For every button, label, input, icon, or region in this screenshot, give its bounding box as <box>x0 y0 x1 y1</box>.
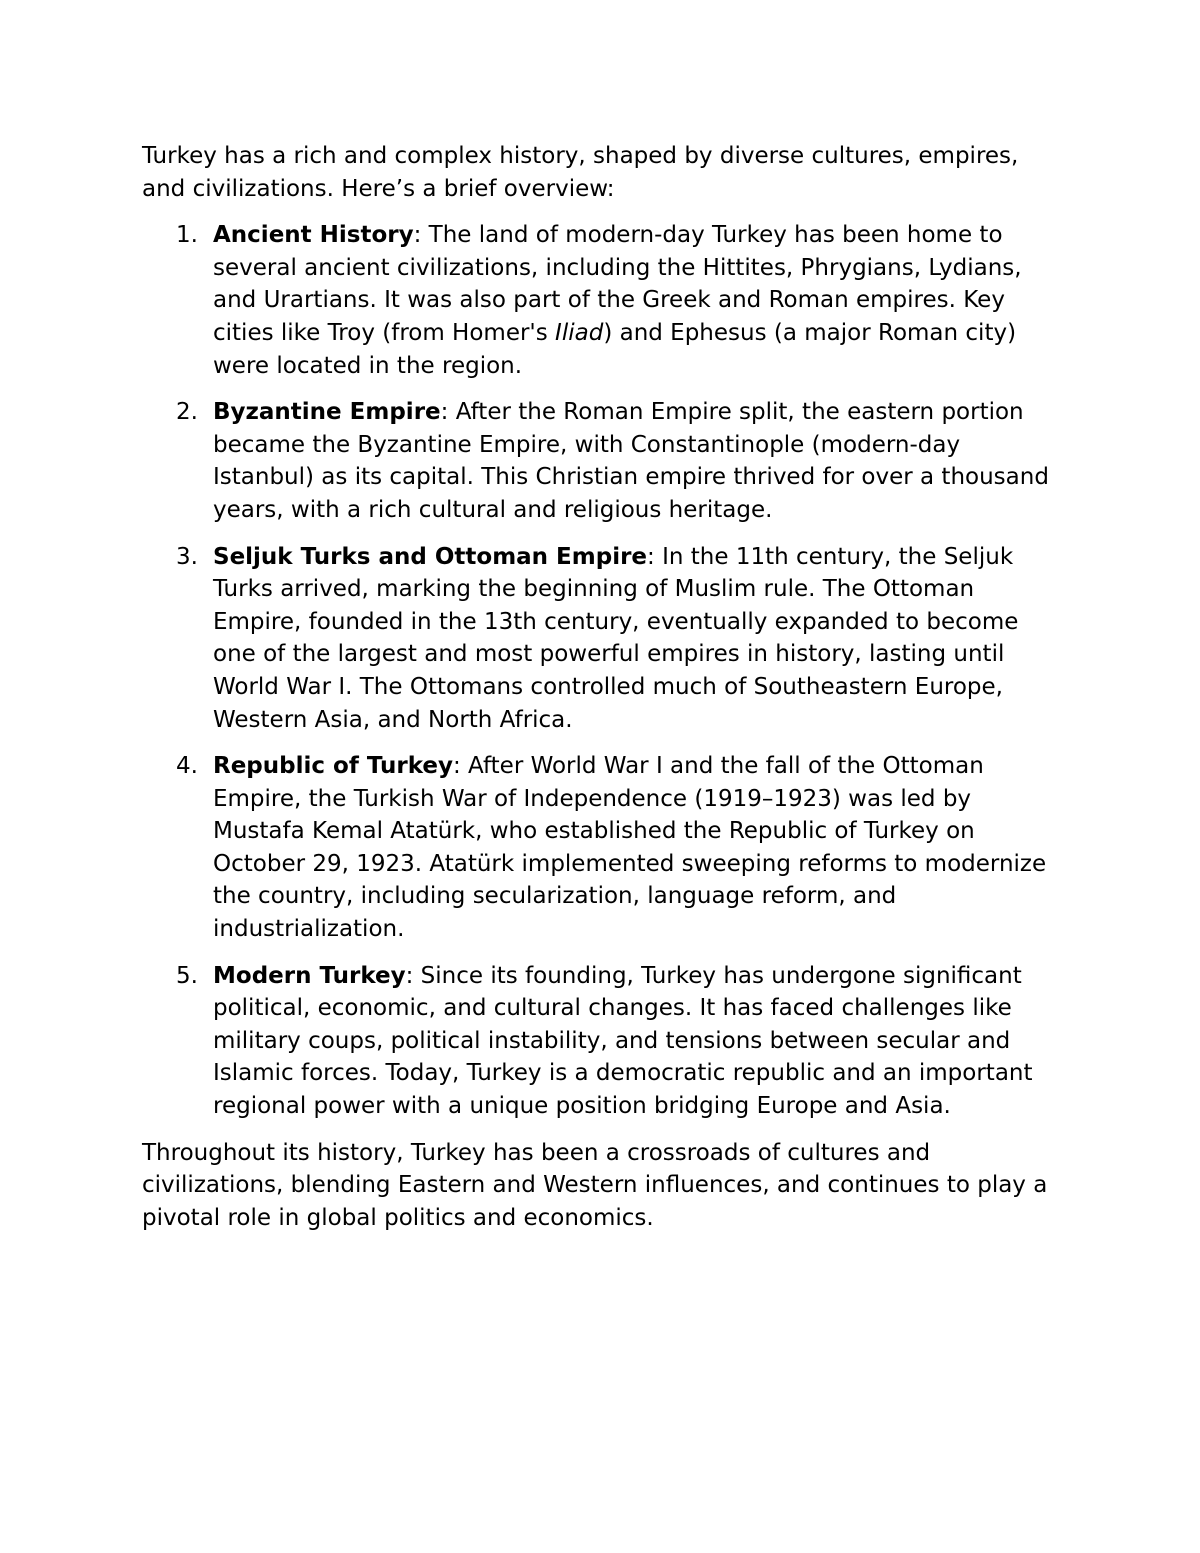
item-title: Seljuk Turks and Ottoman Empire <box>213 543 648 570</box>
document-page <box>142 140 1067 1234</box>
list-item-modern-turkey <box>142 960 1067 1123</box>
item-title: Republic of Turkey <box>213 753 453 780</box>
list-item-republic-of-turkey <box>142 750 1067 946</box>
list-item-seljuk-ottoman <box>142 541 1067 737</box>
list-number: 3. <box>176 543 198 570</box>
item-title: Modern Turkey <box>213 962 406 989</box>
item-text: : In the 11th century, the Seljuk Turks arrived, marking the beginning of Muslim rule. The Ottoman Empire, founded in the 13th century, eventually expanded to become one of the largest and most powerful empires in history, lasting until World War I. The Ottomans controlled much of Southeastern Europe, Western Asia, and North Africa. <box>213 543 1019 733</box>
intro-paragraph: Turkey has a rich and complex history, shaped by diverse cultures, empires, and civilizations. Here’s a brief overview: <box>142 143 1019 202</box>
item-text: : After World War I and the fall of the Ottoman Empire, the Turkish War of Independence (1919–1923) was led by Mustafa Kemal Atatürk, who established the Republic of Turkey on October 29, 1923. Atatürk implemented sweeping reforms to modernize the country, including secularization, language reform, and industrialization. <box>213 753 1047 943</box>
list-number: 4. <box>176 753 198 780</box>
item-text: : The land of modern-day Turkey has been home to several ancient civilizations, including the Hittites, Phrygians, Lydians, and Urartians. It was also part of the Greek and Roman empires. Key cities like Troy (from Homer's <box>213 222 1022 346</box>
item-text-after: ) and Ephesus (a major Roman city) were located in the region. <box>213 319 1017 379</box>
item-italic-text: Iliad <box>555 319 604 346</box>
list-number: 1. <box>176 222 198 249</box>
list-item-ancient-history <box>142 219 1067 382</box>
list-number: 2. <box>176 399 198 426</box>
history-list <box>142 219 1067 1122</box>
item-title: Ancient History <box>213 222 414 249</box>
item-text: : Since its founding, Turkey has undergone significant political, economic, and cultural changes. It has faced challenges like military coups, political instability, and tensions between secular and Islamic forces. Today, Turkey is a democratic republic and an important regional power with a unique position bridging Europe and Asia. <box>213 962 1033 1120</box>
conclusion-paragraph: Throughout its history, Turkey has been a crossroads of cultures and civilizations, blending Eastern and Western influences, and continues to play a pivotal role in global politics and economics. <box>142 1139 1048 1231</box>
list-item-byzantine-empire <box>142 396 1067 526</box>
item-title: Byzantine Empire <box>213 399 441 426</box>
list-number: 5. <box>176 962 198 989</box>
item-text: : After the Roman Empire split, the eastern portion became the Byzantine Empire, with Constantinople (modern-day Istanbul) as its capital. This Christian empire thrived for over a thousand years, with a rich cultural and religious heritage. <box>213 399 1049 523</box>
